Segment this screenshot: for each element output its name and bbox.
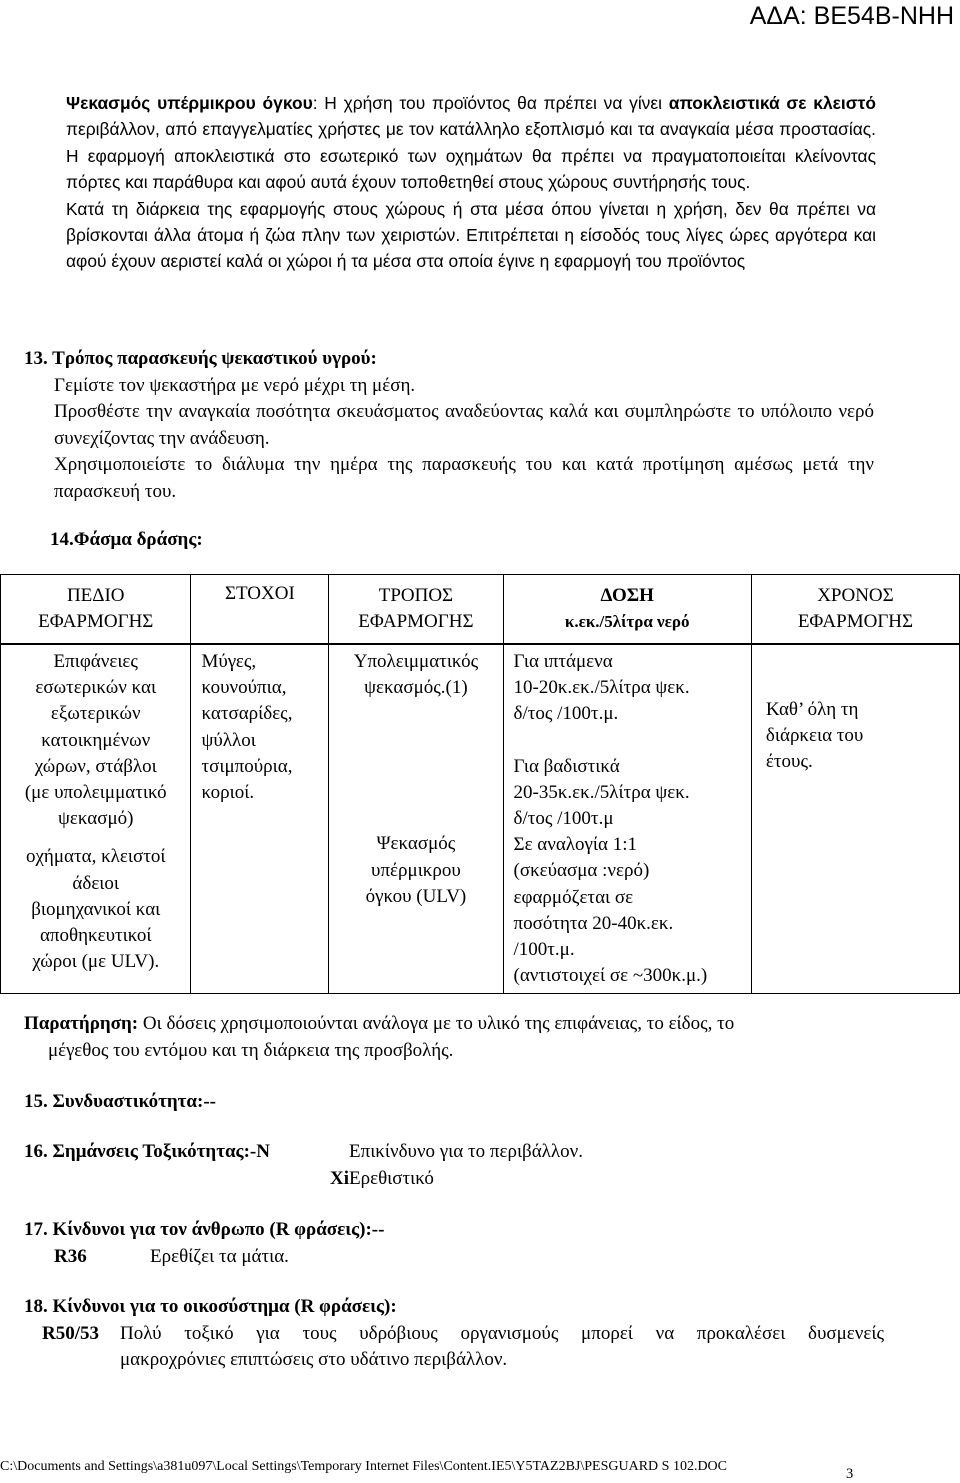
section-18 — [24, 1294, 884, 1374]
header-targets-label: ΣΤΟΧΟΙ — [224, 583, 295, 604]
action-spectrum-table — [0, 574, 960, 994]
r50-53-text-2: μακροχρόνιες επιπτώσεις στο υδάτινο περιβάλλον. — [120, 1349, 508, 1370]
section-13-line-3: Χρησιμοποιείστε το διάλυμα την ημέρα της παρασκευής του και κατά προτίμηση αμέσως μετά την παρασκευή του. — [54, 454, 874, 502]
field-line: οχήματα, κλειστοί — [26, 846, 166, 868]
section-16 — [24, 1139, 583, 1192]
method-cell — [329, 644, 503, 994]
r50-53-code: R50/53 — [42, 1322, 99, 1344]
closed-env-emphasis: αποκλειστικά σε κλειστό — [668, 93, 877, 113]
header-field-l2: ΕΦΑΡΜΟΓΗΣ — [38, 611, 154, 632]
target-line: Μύγες, — [201, 651, 257, 672]
section-14 — [50, 527, 203, 554]
target-line: ψύλλοι — [201, 729, 256, 751]
dose-line: δ/τος /100τ.μ. — [513, 703, 619, 725]
field-line: βιομηχανικοί και — [31, 898, 161, 920]
target-line: τσιμπούρια, — [201, 755, 293, 777]
method-line: ψεκασμός.(1) — [364, 677, 468, 699]
section-13-line-2: Προσθέστε την αναγκαία ποσότητα σκευάσματος αναδεύοντας καλά και συμπληρώστε το υπόλοιπο νερό συνεχίζοντας την ανάδευση. — [54, 401, 874, 449]
dose-line: εφαρμόζεται σε — [513, 886, 634, 908]
header-time-l2: ΕΦΑΡΜΟΓΗΣ — [797, 611, 914, 632]
method-line: όγκου (ULV) — [365, 885, 467, 907]
note-text-2: μέγεθος του εντόμου και τη διάρκεια της προσβολής. — [48, 1039, 454, 1061]
section-18-title: 18. Κίνδυνοι για το οικοσύστημα (R φράσεις): — [24, 1296, 397, 1317]
dose-line: (σκεύασμα :νερό) — [513, 860, 650, 882]
page-number: 3 — [846, 1466, 854, 1482]
dose-line: δ/τος /100τ.μ — [513, 808, 614, 830]
method-line: υπέρμικρου — [371, 859, 461, 881]
dose-note — [24, 1011, 884, 1064]
dose-line: 10-20κ.εκ./5λίτρα ψεκ. — [513, 677, 690, 699]
header-method-l2: ΕΦΑΡΜΟΓΗΣ — [358, 611, 474, 632]
table-header-row — [1, 575, 960, 645]
header-field-l1: ΠΕΔΙΟ — [66, 584, 125, 606]
section-15-title: 15. Συνδυαστικότητα:-- — [24, 1091, 216, 1112]
section-13-title — [24, 346, 874, 373]
field-line: αποθηκευτικοί — [39, 925, 152, 947]
section-17 — [24, 1217, 384, 1270]
intro-para-1 — [66, 90, 876, 196]
header-dose — [503, 575, 751, 645]
field-line: εξωτερικών — [50, 703, 141, 725]
header-dose-l2: κ.εκ./5λίτρα νερό — [564, 612, 690, 631]
header-targets — [191, 575, 329, 645]
section-13 — [24, 346, 874, 505]
method-line: Υπολειμματικός — [353, 651, 479, 672]
field-line: χώροι (με ULV). — [32, 951, 160, 973]
dose-line: Σε αναλογία 1:1 — [513, 834, 638, 856]
intro-para-2: Κατά τη διάρκεια της εφαρμογής στους χώρους ή στα μέσα όπου γίνεται η χρήση, δεν θα πρέπει να βρίσκονται άλλα άτομα ή ζώα πλην των χειριστών. Επιτρέπεται η είσοδός τους λίγες ώρες αργότερα και αφού έχουν αεριστεί καλά οι χώροι ή τα μέσα στα οποία έγινε η εφαρμογή του προϊόντος — [66, 198, 876, 272]
dose-line: Για βαδιστικά — [513, 755, 620, 777]
header-method-l1: ΤΡΟΠΟΣ — [378, 584, 454, 606]
hazard-xi-text: Ερεθιστικό — [349, 1167, 434, 1189]
header-field — [1, 575, 191, 645]
hazard-xi-code: Xi — [330, 1167, 349, 1189]
table-row — [1, 644, 960, 994]
dose-line: (αντιστοιχεί σε ~300κ.μ.) — [513, 965, 708, 987]
dose-cell — [503, 644, 751, 994]
footer-file-path: C:\Documents and Settings\a381u097\Local Settings\Temporary Internet Files\Content.IE5\Y5TAZ2BJ\PESGUARD S 102.DOC — [0, 1459, 728, 1474]
target-line: κατσαρίδες, — [201, 703, 293, 725]
field-line: Επιφάνειες — [53, 651, 138, 672]
time-line: διάρκεια του — [765, 725, 864, 747]
section-13-heading: 13. Τρόπος παρασκευής ψεκαστικού υγρού: — [24, 348, 377, 369]
dose-line: /100τ.μ. — [513, 939, 575, 961]
r50-53-text-1: Πολύ τοξικό για τους υδρόβιους οργανισμούς μπορεί να προκαλέσει δυσμενείς — [120, 1322, 884, 1344]
target-line: κοριοί. — [201, 782, 255, 804]
header-dose-l1: ΔΟΣΗ — [600, 584, 654, 606]
time-line: έτους. — [765, 751, 813, 773]
ada-code-header: ΑΔΑ: ΒΕ54Β-ΝΗΗ — [749, 2, 954, 30]
targets-cell — [191, 644, 329, 994]
header-method — [329, 575, 503, 645]
note-label: Παρατήρηση: — [24, 1013, 139, 1034]
intro-text-1: : Η χρήση του προϊόντος θα πρέπει να γίνει — [312, 93, 669, 113]
header-time — [751, 575, 959, 645]
field-line: (με υπολειμματικό — [24, 782, 167, 804]
field-line: χώρων, στάβλοι — [34, 755, 157, 777]
section-15 — [24, 1089, 216, 1116]
ulv-title: Ψεκασμός υπέρμικρου όγκου — [66, 93, 313, 113]
section-16-title: 16. Σημάνσεις Τοξικότητας:-Ν — [24, 1141, 270, 1162]
target-line: κουνούπια, — [201, 677, 287, 699]
time-line: Καθ’ όλη τη — [765, 699, 859, 720]
ulv-spraying-paragraph — [66, 90, 876, 275]
note-text-1: Οι δόσεις χρησιμοποιούνται ανάλογα με το υλικό της επιφάνειας, το είδος, το — [138, 1013, 735, 1034]
time-cell — [751, 644, 959, 994]
section-13-line-1: Γεμίστε τον ψεκαστήρα με νερό μέχρι τη μέση. — [54, 374, 416, 396]
r36-text: Ερεθίζει τα μάτια. — [150, 1245, 289, 1267]
hazard-n-text: Επικίνδυνο για το περιβάλλον. — [349, 1141, 583, 1162]
r36-code: R36 — [54, 1245, 87, 1267]
r50-53-text — [120, 1321, 884, 1374]
field-line: ψεκασμό) — [57, 808, 134, 830]
section-17-title: 17. Κίνδυνοι για τον άνθρωπο (R φράσεις):-- — [24, 1219, 385, 1240]
field-line: άδειοι — [72, 872, 120, 894]
field-line: κατοικημένων — [41, 729, 151, 751]
section-14-title: 14.Φάσμα δράσης: — [50, 529, 203, 550]
intro-text-2: περιβάλλον, από επαγγελματίες χρήστες με τον κατάλληλο εξοπλισμό και τα αναγκαία μέσα προστασίας. Η εφαρμογή αποκλειστικά στο εσωτερικό των οχημάτων θα πρέπει να πραγματοποιείται κλείνοντας πόρτες και παράθυρα και αφού αυτά έχουν τοποθετηθεί στους χώρους συντήρησής τους. — [66, 119, 876, 193]
dose-line: Για ιπτάμενα — [513, 651, 613, 672]
dose-line: 20-35κ.εκ./5λίτρα ψεκ. — [513, 781, 690, 803]
field-cell — [1, 644, 191, 994]
field-line: εσωτερικών και — [35, 677, 157, 699]
dose-line: ποσότητα 20-40κ.εκ. — [513, 912, 674, 934]
header-time-l1: ΧΡΟΝΟΣ — [817, 584, 894, 606]
method-line: Ψεκασμός — [376, 833, 456, 855]
